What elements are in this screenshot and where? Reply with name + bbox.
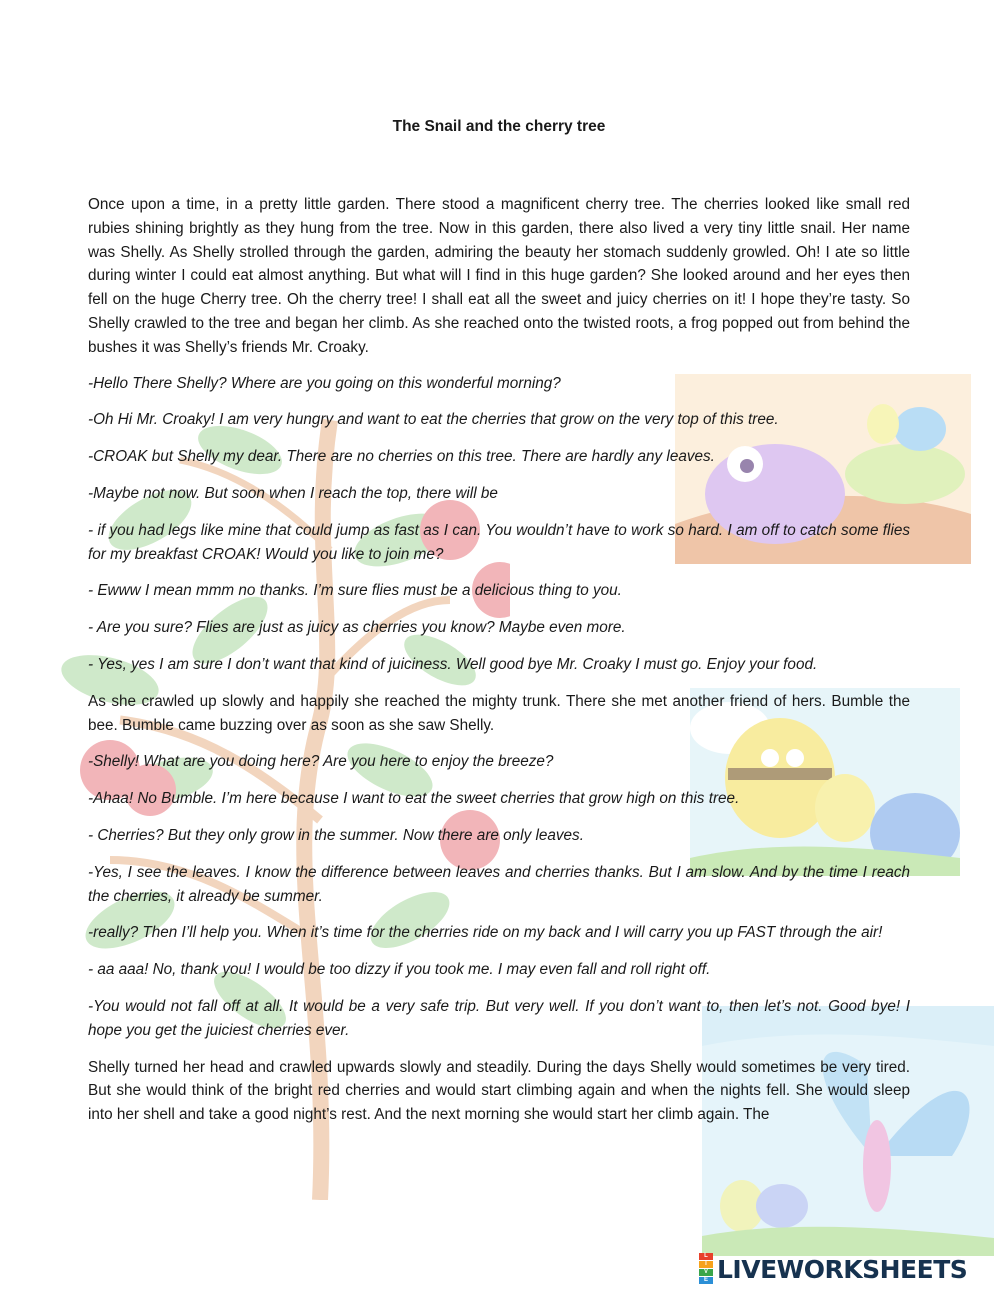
dialogue-line: -Ahaa! No Bumble. I’m here because I want to eat the sweet cherries that grow high on this tree. [88, 790, 740, 808]
dialogue-line: - Are you sure? Flies are just as juicy as cherries you know? Maybe even more. [88, 619, 626, 637]
dialogue-line: - if you had legs like mine that could jump as fast as I can. You wouldn’t have to work so hard. I am off to catch some flies for my breakfast CROAK! Would you like to join me? [88, 521, 910, 563]
dialogue-line: -CROAK but Shelly my dear. There are no cherries on this tree. There are hardly any leaves. [88, 448, 715, 466]
dialogue-line: - Cherries? But they only grow in the summer. Now there are only leaves. [88, 826, 584, 844]
logo-badge-letter: V [699, 1269, 713, 1276]
dialogue-line: -Yes, I see the leaves. I know the difference between leaves and cherries thanks. But I am slow. And by the time I reach the cherries, it already be summer. [88, 863, 910, 905]
story-body [88, 193, 910, 1140]
dialogue-line: - Yes, yes I am sure I don’t want that kind of juiciness. Well good bye Mr. Croaky I must go. Enjoy your food. [88, 655, 818, 673]
dialogue-line: -really? Then I’ll help you. When it’s time for the cherries ride on my back and I will carry you up FAST through the air! [88, 924, 883, 942]
dialogue-line: - aa aaa! No, thank you! I would be too dizzy if you took me. I may even fall and roll right off. [88, 961, 711, 979]
dialogue-line: -Maybe not now. But soon when I reach the top, there will be [88, 484, 498, 502]
dialogue-line: -You would not fall off at all. It would be a very safe trip. But very well. If you don’t want to, then let’s not. Good bye! I hope you get the juiciest cherries ever. [88, 997, 910, 1039]
narration-paragraph: As she crawled up slowly and happily she reached the mighty trunk. There she met another friend of hers. Bumble the bee. Bumble came buzzing over as soon as she saw Shelly. [88, 692, 910, 734]
dialogue-line: -Oh Hi Mr. Croaky! I am very hungry and want to eat the cherries that grow on the very top of this tree. [88, 411, 779, 429]
narration-paragraph: Once upon a time, in a pretty little garden. There stood a magnificent cherry tree. The cherries looked like small red rubies shining brightly as they hung from the tree. Now in this garden, there also lived a very tiny little snail. Her name was Shelly. As Shelly strolled through the garden, admiring the beauty her stomach suddenly growled. Oh! I ate so little during winter I could eat almost anything. But what will I find in this huge garden? She looked around and her eyes then fell on the huge Cherry tree. Oh the cherry tree! I shall eat all the sweet and juicy cherries on it! I hope they’re tasty. So Shelly crawled to the tree and began her climb. As she reached onto the twisted roots, a frog popped out from behind the bushes it was Shelly’s friends Mr. Croaky. [88, 196, 910, 356]
logo-badge-letter: I [699, 1261, 713, 1268]
logo-text: LIVEWORKSHEETS [717, 1254, 968, 1284]
liveworksheets-logo [699, 1254, 967, 1284]
dialogue-line: - Ewww I mean mmm no thanks. I’m sure flies must be a delicious thing to you. [88, 582, 622, 600]
narration-paragraph: Shelly turned her head and crawled upwards slowly and steadily. During the days Shelly would sometimes be very tired. But she would think of the bright red cherries and would start climbing again and when the nights fell. She would sleep into her shell and take a good night’s rest. And the next morning she would start her climb again. The [88, 1058, 910, 1124]
logo-badge-letter: E [699, 1277, 713, 1284]
story-title: The Snail and the cherry tree [392, 118, 606, 135]
dialogue-line: -Shelly! What are you doing here? Are you here to enjoy the breeze? [88, 753, 554, 771]
logo-badge-letter: L [699, 1253, 713, 1260]
logo-badge-icon [699, 1253, 713, 1285]
dialogue-line: -Hello There Shelly? Where are you going on this wonderful morning? [88, 374, 561, 392]
